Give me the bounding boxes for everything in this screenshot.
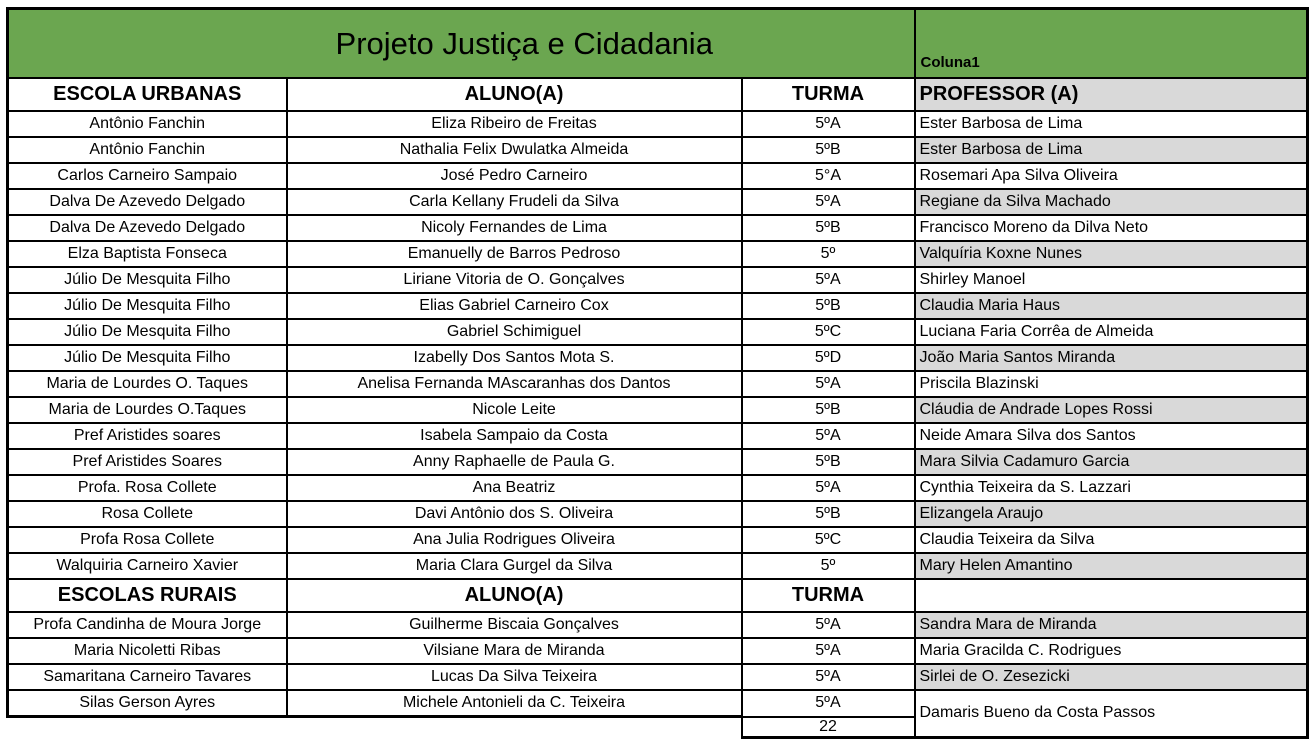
aluno-cell[interactable]: Guilherme Biscaia Gonçalves <box>287 612 742 638</box>
turma-cell[interactable]: 5ºB <box>742 215 915 241</box>
aluno-cell[interactable]: Carla Kellany Frudeli da Silva <box>287 189 742 215</box>
table-row <box>8 293 1308 319</box>
turma-cell[interactable]: 5º <box>742 241 915 267</box>
professor-cell[interactable]: Mara Silvia Cadamuro Garcia <box>915 449 1308 475</box>
coluna1-header-cell[interactable]: Coluna1 <box>915 9 1308 79</box>
aluno-cell[interactable]: Lucas Da Silva Teixeira <box>287 664 742 690</box>
escola-cell[interactable]: Walquiria Carneiro Xavier <box>8 553 287 579</box>
professor-cell[interactable]: Rosemari Apa Silva Oliveira <box>915 163 1308 189</box>
turma-cell[interactable]: 5ºA <box>742 475 915 501</box>
aluno-cell[interactable]: Michele Antonieli da C. Teixeira <box>287 690 742 717</box>
turma-cell[interactable]: 5ºA <box>742 690 915 717</box>
professor-cell[interactable]: Claudia Maria Haus <box>915 293 1308 319</box>
table-row <box>8 423 1308 449</box>
professor-cell[interactable]: Regiane da Silva Machado <box>915 189 1308 215</box>
aluno-cell[interactable]: Ana Beatriz <box>287 475 742 501</box>
aluno-header-cell[interactable]: ALUNO(A) <box>287 579 742 612</box>
aluno-cell[interactable]: Liriane Vitoria de O. Gonçalves <box>287 267 742 293</box>
escola-cell[interactable]: Júlio De Mesquita Filho <box>8 345 287 371</box>
professor-cell[interactable]: Sandra Mara de Miranda <box>915 612 1308 638</box>
turma-cell[interactable]: 5ºD <box>742 345 915 371</box>
aluno-cell[interactable]: Nathalia Felix Dwulatka Almeida <box>287 137 742 163</box>
turma-cell[interactable]: 5ºB <box>742 137 915 163</box>
section-header-row <box>8 78 1308 111</box>
table-row <box>8 449 1308 475</box>
professor-cell[interactable]: Damaris Bueno da Costa Passos <box>915 690 1308 737</box>
escola-cell[interactable]: Dalva De Azevedo Delgado <box>8 215 287 241</box>
turma-cell[interactable]: 5ºA <box>742 267 915 293</box>
table-row <box>8 690 1308 717</box>
professor-cell[interactable]: Mary Helen Amantino <box>915 553 1308 579</box>
turma-cell[interactable]: 5ºA <box>742 371 915 397</box>
turma-cell[interactable]: 5ºA <box>742 189 915 215</box>
table-row <box>8 612 1308 638</box>
professor-cell[interactable]: Elizangela Araujo <box>915 501 1308 527</box>
section-header-row <box>8 579 1308 612</box>
escola-cell[interactable]: Rosa Collete <box>8 501 287 527</box>
aluno-cell[interactable]: Davi Antônio dos S. Oliveira <box>287 501 742 527</box>
turma-cell[interactable]: 5ºB <box>742 397 915 423</box>
turma-header-cell[interactable]: TURMA <box>742 78 915 111</box>
aluno-cell[interactable]: Emanuelly de Barros Pedroso <box>287 241 742 267</box>
escola-cell[interactable]: Maria Nicoletti Ribas <box>8 638 287 664</box>
escola-cell[interactable]: Pref Aristides Soares <box>8 449 287 475</box>
turma-cell[interactable]: 5ºC <box>742 319 915 345</box>
aluno-cell[interactable]: Elias Gabriel Carneiro Cox <box>287 293 742 319</box>
professor-cell[interactable]: Cláudia de Andrade Lopes Rossi <box>915 397 1308 423</box>
aluno-cell[interactable]: Isabela Sampaio da Costa <box>287 423 742 449</box>
table-row <box>8 319 1308 345</box>
aluno-cell[interactable]: Gabriel Schimiguel <box>287 319 742 345</box>
roster-table <box>6 7 1309 739</box>
total-count-cell[interactable]: 22 <box>742 717 915 738</box>
professor-cell[interactable]: Neide Amara Silva dos Santos <box>915 423 1308 449</box>
table-row <box>8 189 1308 215</box>
aluno-cell[interactable]: Vilsiane Mara de Miranda <box>287 638 742 664</box>
aluno-cell[interactable]: Izabelly Dos Santos Mota S. <box>287 345 742 371</box>
title-row <box>8 9 1308 79</box>
table-row <box>8 371 1308 397</box>
escola-cell[interactable]: Júlio De Mesquita Filho <box>8 293 287 319</box>
escola-header-cell[interactable]: ESCOLA URBANAS <box>8 78 287 111</box>
aluno-cell[interactable]: Nicole Leite <box>287 397 742 423</box>
professor-cell[interactable]: Sirlei de O. Zesezicki <box>915 664 1308 690</box>
aluno-header-cell[interactable]: ALUNO(A) <box>287 78 742 111</box>
turma-header-cell[interactable]: TURMA <box>742 579 915 612</box>
escola-cell[interactable]: Profa. Rosa Collete <box>8 475 287 501</box>
turma-cell[interactable]: 5ºA <box>742 423 915 449</box>
aluno-cell[interactable]: Maria Clara Gurgel da Silva <box>287 553 742 579</box>
aluno-cell[interactable]: José Pedro Carneiro <box>287 163 742 189</box>
escola-cell[interactable]: Antônio Fanchin <box>8 111 287 137</box>
aluno-cell[interactable]: Eliza Ribeiro de Freitas <box>287 111 742 137</box>
professor-cell[interactable]: Francisco Moreno da Dilva Neto <box>915 215 1308 241</box>
escola-cell[interactable]: Dalva De Azevedo Delgado <box>8 189 287 215</box>
table-row <box>8 345 1308 371</box>
aluno-cell[interactable]: Ana Julia Rodrigues Oliveira <box>287 527 742 553</box>
table-row <box>8 215 1308 241</box>
professor-cell[interactable]: Maria Gracilda C. Rodrigues <box>915 638 1308 664</box>
professor-header-cell[interactable]: PROFESSOR (A) <box>915 78 1308 111</box>
empty-area <box>8 717 742 738</box>
professor-cell[interactable]: João Maria Santos Miranda <box>915 345 1308 371</box>
table-row <box>8 163 1308 189</box>
page-title[interactable]: Projeto Justiça e Cidadania <box>8 9 915 79</box>
turma-cell[interactable]: 5ºB <box>742 449 915 475</box>
turma-cell[interactable]: 5ºB <box>742 501 915 527</box>
escola-cell[interactable]: Profa Rosa Collete <box>8 527 287 553</box>
turma-cell[interactable]: 5ºC <box>742 527 915 553</box>
table-row <box>8 553 1308 579</box>
professor-cell[interactable]: Luciana Faria Corrêa de Almeida <box>915 319 1308 345</box>
table-row <box>8 397 1308 423</box>
table-row <box>8 475 1308 501</box>
turma-cell[interactable]: 5ºB <box>742 293 915 319</box>
professor-cell[interactable]: Claudia Teixeira da Silva <box>915 527 1308 553</box>
aluno-cell[interactable]: Anny Raphaelle de Paula G. <box>287 449 742 475</box>
escola-cell[interactable]: Profa Candinha de Moura Jorge <box>8 612 287 638</box>
escola-cell[interactable]: Samaritana Carneiro Tavares <box>8 664 287 690</box>
table-row <box>8 638 1308 664</box>
professor-cell[interactable]: Priscila Blazinski <box>915 371 1308 397</box>
turma-cell[interactable]: 5ºA <box>742 111 915 137</box>
table-row <box>8 111 1308 137</box>
table-row <box>8 664 1308 690</box>
escola-cell[interactable]: Júlio De Mesquita Filho <box>8 267 287 293</box>
turma-cell[interactable]: 5ºA <box>742 638 915 664</box>
turma-cell[interactable]: 5º <box>742 553 915 579</box>
table-row <box>8 137 1308 163</box>
escola-cell[interactable]: Carlos Carneiro Sampaio <box>8 163 287 189</box>
table-body <box>8 9 1308 738</box>
escola-cell[interactable]: Elza Baptista Fonseca <box>8 241 287 267</box>
escola-cell[interactable]: Silas Gerson Ayres <box>8 690 287 717</box>
escola-header-cell[interactable]: ESCOLAS RURAIS <box>8 579 287 612</box>
table-row <box>8 501 1308 527</box>
table-row <box>8 527 1308 553</box>
professor-cell[interactable]: Ester Barbosa de Lima <box>915 111 1308 137</box>
turma-cell[interactable]: 5°A <box>742 163 915 189</box>
escola-cell[interactable]: Maria de Lourdes O. Taques <box>8 371 287 397</box>
escola-cell[interactable]: Júlio De Mesquita Filho <box>8 319 287 345</box>
professor-cell[interactable]: Shirley Manoel <box>915 267 1308 293</box>
aluno-cell[interactable]: Nicoly Fernandes de Lima <box>287 215 742 241</box>
professor-cell[interactable]: Ester Barbosa de Lima <box>915 137 1308 163</box>
table-row <box>8 241 1308 267</box>
turma-cell[interactable]: 5ºA <box>742 612 915 638</box>
professor-cell[interactable]: Valquíria Koxne Nunes <box>915 241 1308 267</box>
aluno-cell[interactable]: Anelisa Fernanda MAscaranhas dos Dantos <box>287 371 742 397</box>
escola-cell[interactable]: Antônio Fanchin <box>8 137 287 163</box>
escola-cell[interactable]: Pref Aristides soares <box>8 423 287 449</box>
escola-cell[interactable]: Maria de Lourdes O.Taques <box>8 397 287 423</box>
table-row <box>8 267 1308 293</box>
turma-cell[interactable]: 5ºA <box>742 664 915 690</box>
professor-cell[interactable]: Cynthia Teixeira da S. Lazzari <box>915 475 1308 501</box>
professor-header-cell[interactable] <box>915 579 1308 612</box>
